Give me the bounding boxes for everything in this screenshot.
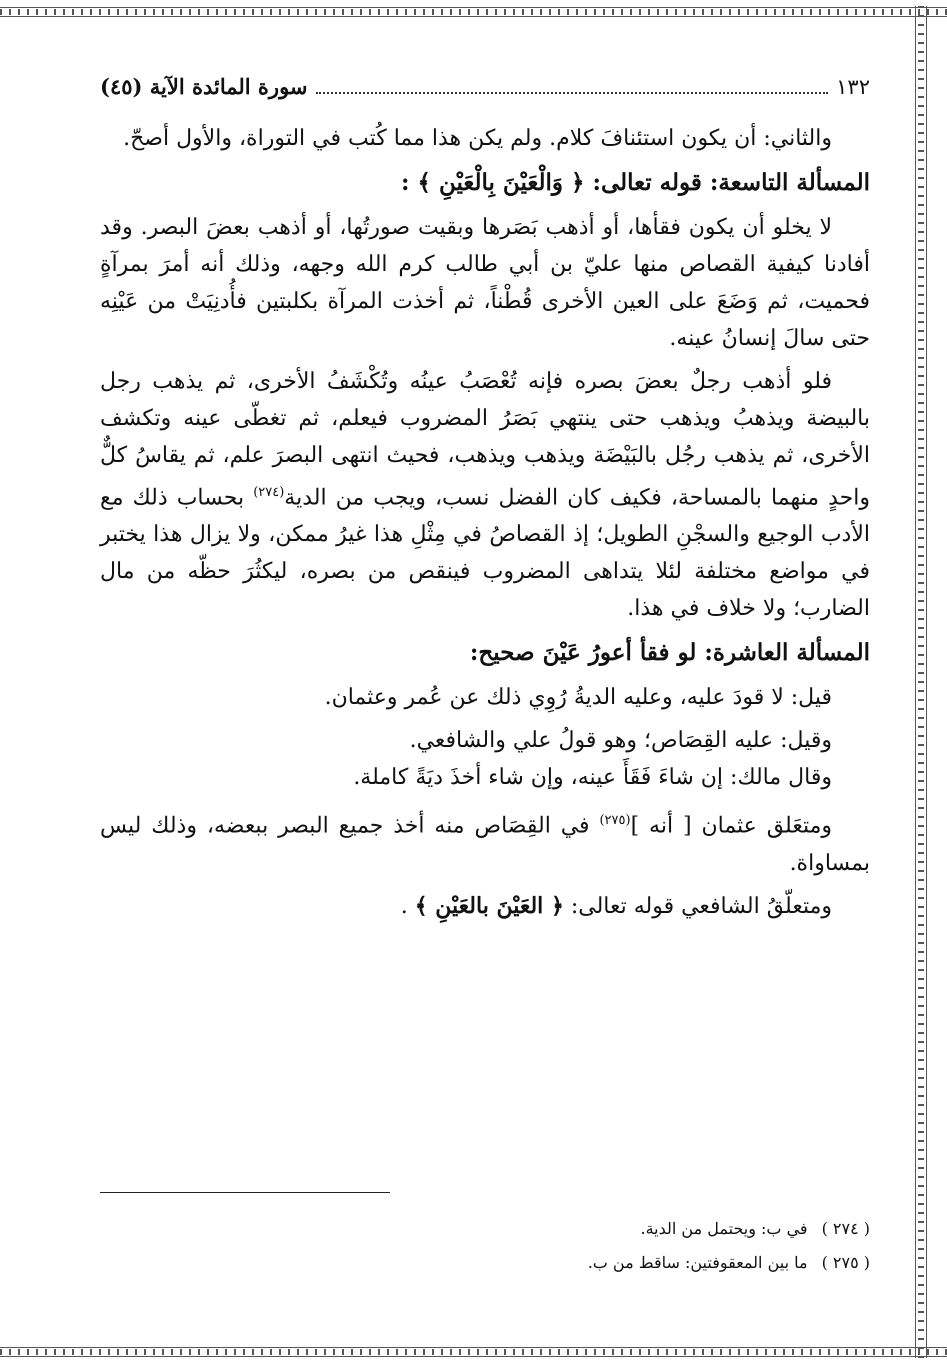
footnote-ref-274: (٢٧٤): [253, 485, 285, 500]
paragraph-3: [100, 363, 870, 627]
footnote-number: ( ٢٧٥ ): [821, 1253, 870, 1272]
footnotes: [100, 1212, 870, 1280]
issue-nine-colon: :: [400, 169, 410, 196]
footnote-274: [100, 1212, 870, 1246]
paragraph-7-text-a: ومتعَلق عثمان [ أنه ]: [630, 813, 832, 839]
paragraph-6: وقال مالك: إن شاءَ فَقَأَ عينه، وإن شاء أخذَ ديَةً كاملة.: [353, 765, 832, 791]
paragraph-1: والثاني: أن يكون استئنافَ كلام. ولم يكن هذا مما كُتب في التوراة، والأول أصحّ.: [123, 126, 832, 151]
footnote-text: ما بين المعقوفتين: ساقط من ب.: [587, 1253, 808, 1272]
page-border-bottom: [0, 1346, 947, 1358]
issue-ten-heading: المسألة العاشرة: لو فقأ أعورُ عَيْنَ صحيح:: [469, 639, 870, 667]
running-header: [100, 60, 870, 114]
paragraph-4: قيل: لا قودَ عليه، وعليه الديةُ رُوِي ذلك عن عُمر وعثمان.: [324, 685, 832, 711]
paragraph-3-text: فلو أذهب رجلٌ بعضَ بصره فإنه تُعْصَبُ عينُه وتُكْشَفُ الأخرى، ثم يذهب رجل بالبيضة ويذهبُ ويذهب حتى ينتهي بَصَرُ المضروب فيعلم، ثم تغطّى عينه وتكشف الأخرى، ثم يذهب رجُل بالبَيْضَة ويذهب ويذهب، فحيث انتهى البصرَ علم، ثم يقاسُ كلٌّ واحدٍ منهما بالمساحة، فكيف كان الفضل نسب، ويجب من الدية: [100, 369, 870, 511]
paragraph-7: [100, 802, 870, 881]
page-border-top: [0, 6, 947, 18]
footnote-text: في ب: ويحتمل من الدية.: [640, 1219, 808, 1238]
paragraph-8-text: ومتعلّقُ الشافعي قوله تعالى:: [563, 893, 832, 919]
issue-nine-label: المسألة التاسعة: قوله تعالى:: [584, 169, 870, 196]
quran-verse-eye: ﴿ وَالْعَيْنَ بِالْعَيْنِ ﴾: [417, 169, 585, 196]
paragraph-8-end: .: [400, 893, 408, 919]
footnote-ref-275: (٢٧٥): [599, 813, 631, 829]
issue-nine-heading: [100, 163, 870, 203]
paragraph-7-text-b: في القِصَاص منه أخذ جميع البصر ببعضه، وذلك ليس بمساواة.: [100, 813, 870, 876]
page-number: ١٣٢: [836, 75, 870, 99]
paragraph-5: وقيل: عليه القِصَاص؛ وهو قولُ علي والشافعي.: [409, 728, 832, 754]
paragraph-2: لا يخلو أن يكون فقأها، أو أذهب بَصَرها وبقيت صورتُها، أو أذهب بعضَ البصر. وقد أفادنا كيفية القصاص منها عليّ بن أبي طالب كرم الله وجهه، وذلك أنه أمرَ بمرآةٍ فحميت، ثم وَضَعَ على العين الأخرى قُطْناً، ثم أخذت المرآة بكلبتين فأُدنِيَتْ من عَيْنِه حتى سالَ إنسانُ عينه.: [100, 215, 870, 351]
footnote-number: ( ٢٧٤ ): [821, 1219, 870, 1238]
body-text: [100, 120, 870, 925]
header-dot-leader: [316, 92, 829, 94]
book-page: [100, 60, 870, 1310]
quran-verse-eye-2: ﴿ العَيْنَ بالعَيْنِ ﴾: [414, 892, 564, 919]
surah-reference: سورة المائدة الآية (٤٥): [100, 74, 308, 99]
footnote-275: [100, 1246, 870, 1280]
paragraph-3-continued: بحساب ذلك مع الأدب الوجيع والسجْنِ الطويل؛ إذ القصاصُ في مِثْلِ هذا غيرُ ممكن، ولا يزال هذا يختبر في مواضع مختلفة لئلا يتداهى المضروب فينقص من بصره، ليكثُرَ حظّه من مال الضارب؛ ولا خلاف في هذا.: [100, 485, 870, 622]
footnote-separator: [100, 1192, 390, 1193]
paragraph-8: [100, 888, 870, 925]
page-border-right: [914, 6, 928, 1358]
